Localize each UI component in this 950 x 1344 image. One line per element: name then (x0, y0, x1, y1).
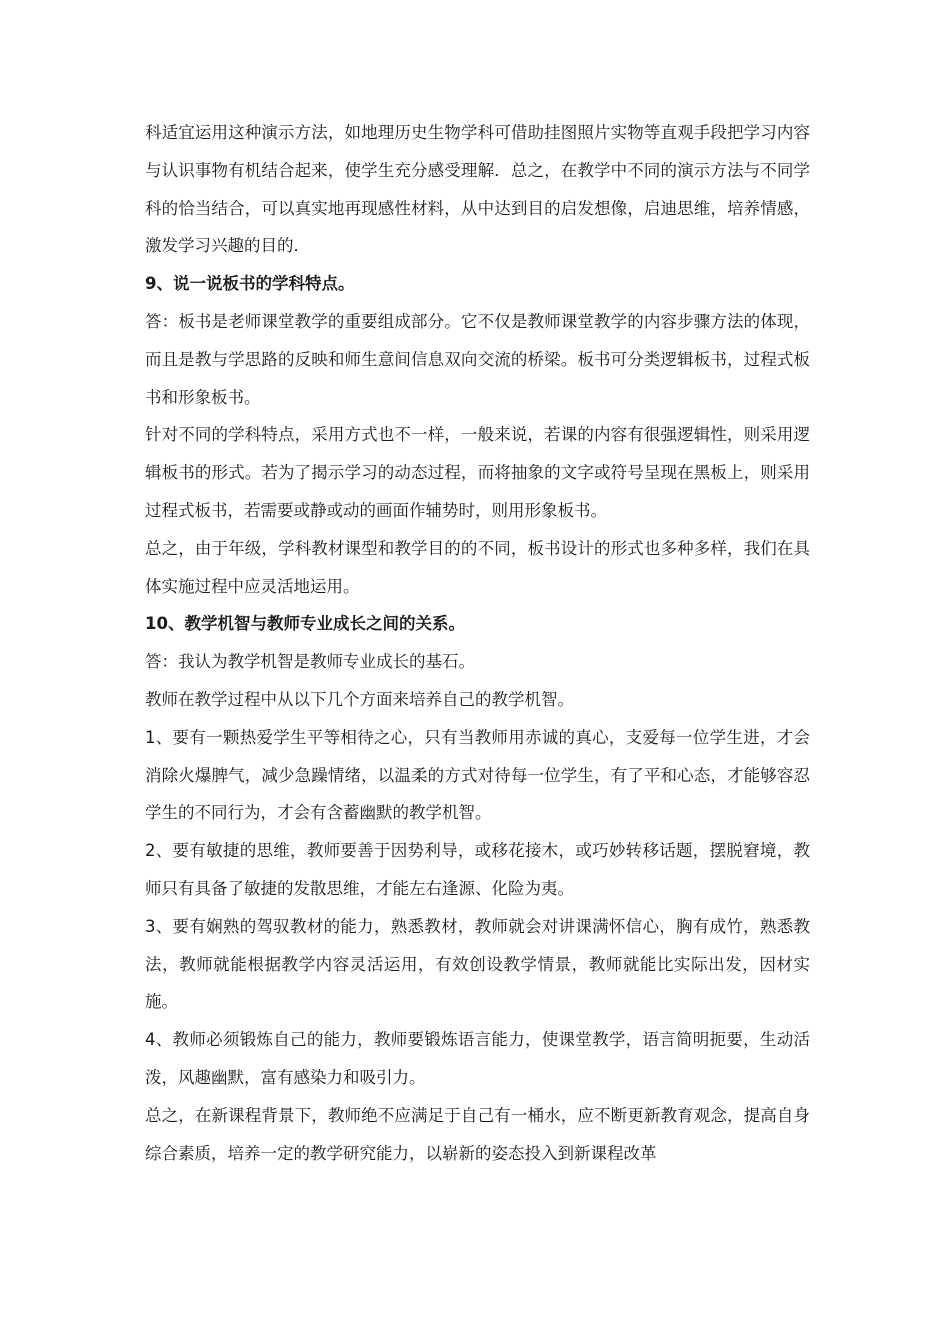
paragraph-answer-10-intro: 答：我认为教学机智是教师专业成长的基石。 (145, 652, 475, 672)
heading-question-10: 10、教学机智与教师专业成长之间的关系。 (145, 614, 465, 634)
document-page (145, 114, 810, 1172)
paragraph-answer-9-summary: 总之，由于年级，学科教材课型和教学目的的不同，板书设计的形式也多种多样，我们在具体实施过程中应灵活地运用。 (145, 538, 810, 596)
heading-question-9: 9、说一说板书的学科特点。 (145, 274, 355, 294)
paragraph-answer-10-aspects: 教师在教学过程中从以下几个方面来培养自己的教学机智。 (145, 689, 574, 709)
paragraph-demonstration-methods: 科适宜运用这种演示方法，如地理历史生物学科可借助挂图照片实物等直观手段把学习内容与认识事物有机结合起来，使学生充分感受理解．总之，在教学中不同的演示方法与不同学科的恰当结合，可以真实地再现感性材料，从中达到目的启发想像，启迪思维，培养情感，激发学习兴趣的目的． (145, 123, 810, 256)
list-item-2: 2、要有敏捷的思维，教师要善于因势利导，或移花接木，或巧妙转移话题，摆脱窘境，教师只有具备了敏捷的发散思维，才能左右逢源、化险为夷。 (145, 841, 810, 898)
paragraph-answer-9-intro: 答：板书是老师课堂教学的重要组成部分。它不仅是教师课堂教学的内容步骤方法的体现，而且是教与学思路的反映和师生意间信息双向交流的桥梁。板书可分类逻辑板书，过程式板书和形象板书。 (145, 311, 810, 407)
list-item-1: 1、要有一颗热爱学生平等相待之心，只有当教师用赤诚的真心，支爱每一位学生进，才会消除火爆脾气，减少急躁情绪，以温柔的方式对待每一位学生，有了平和心态，才能够容忍学生的不同行为，才会有含蓄幽默的教学机智。 (145, 727, 810, 823)
paragraph-answer-10-summary: 总之，在新课程背景下，教师绝不应满足于自己有一桶水，应不断更新教育观念，提高自身综合素质，培养一定的教学研究能力，以崭新的姿态投入到新课程改革 (145, 1105, 810, 1163)
list-item-3: 3、要有娴熟的驾驭教材的能力，熟悉教材，教师就会对讲课满怀信心，胸有成竹，熟悉教法，教师就能根据教学内容灵活运用，有效创设教学情景，教师就能比实际出发，因材实施。 (145, 916, 810, 1012)
paragraph-answer-9-methods: 针对不同的学科特点，采用方式也不一样，一般来说，若课的内容有很强逻辑性，则采用逻辑板书的形式。若为了揭示学习的动态过程，而将抽象的文字或符号呈现在黑板上，则采用过程式板书，若需要或静或动的画面作辅势时，则用形象板书。 (145, 425, 810, 520)
list-item-4: 4、教师必须锻炼自己的能力，教师要锻炼语言能力，使课堂教学，语言简明扼要，生动活泼，风趣幽默，富有感染力和吸引力。 (145, 1030, 810, 1087)
